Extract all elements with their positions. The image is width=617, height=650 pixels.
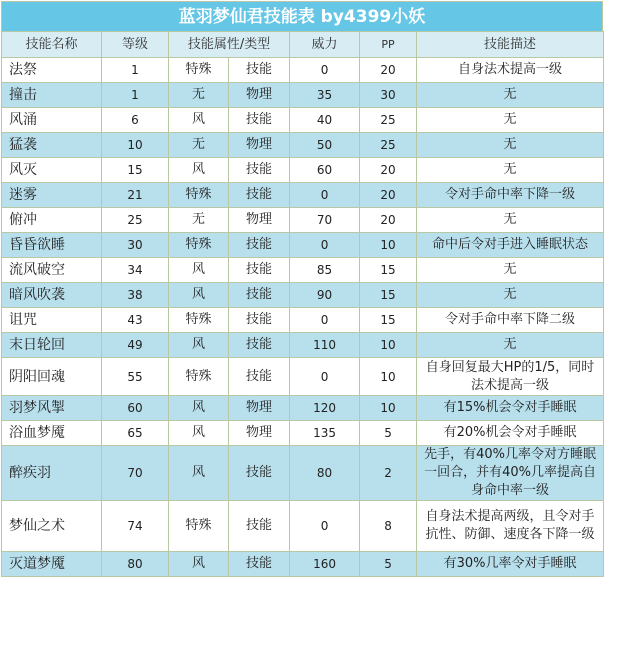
skill-type: 技能: [229, 108, 290, 133]
skill-name: 风涌: [2, 108, 102, 133]
table-row: [2, 108, 604, 133]
skill-pp: 20: [360, 208, 417, 233]
skill-attr: 风: [169, 552, 229, 577]
skill-attr: 风: [169, 258, 229, 283]
skill-attr: 风: [169, 446, 229, 501]
skill-desc: 有15%机会令对手睡眠: [417, 396, 604, 421]
header-name: 技能名称: [2, 32, 102, 58]
table-row: [2, 421, 604, 446]
skill-type: 物理: [229, 208, 290, 233]
skill-type: 技能: [229, 58, 290, 83]
skill-attr: 特殊: [169, 358, 229, 396]
skill-name: 灭道梦魇: [2, 552, 102, 577]
skill-power: 0: [290, 501, 360, 552]
table-row: [2, 446, 604, 501]
skill-name: 流风破空: [2, 258, 102, 283]
skill-power: 90: [290, 283, 360, 308]
skill-level: 25: [102, 208, 169, 233]
skill-attr: 风: [169, 158, 229, 183]
skill-name: 醉疾羽: [2, 446, 102, 501]
skill-name: 猛袭: [2, 133, 102, 158]
skill-power: 160: [290, 552, 360, 577]
skill-type: 技能: [229, 258, 290, 283]
skill-pp: 5: [360, 552, 417, 577]
skill-type: 技能: [229, 446, 290, 501]
skill-pp: 15: [360, 308, 417, 333]
skill-pp: 30: [360, 83, 417, 108]
skill-power: 0: [290, 358, 360, 396]
skill-pp: 10: [360, 396, 417, 421]
skill-type: 技能: [229, 358, 290, 396]
skill-type: 技能: [229, 158, 290, 183]
skill-desc: 无: [417, 208, 604, 233]
skill-level: 1: [102, 58, 169, 83]
skill-type: 物理: [229, 83, 290, 108]
skill-attr: 特殊: [169, 58, 229, 83]
skill-name: 末日轮回: [2, 333, 102, 358]
skill-power: 0: [290, 308, 360, 333]
skill-name: 阴阳回魂: [2, 358, 102, 396]
skill-attr: 无: [169, 133, 229, 158]
skill-level: 43: [102, 308, 169, 333]
header-power: 威力: [290, 32, 360, 58]
skill-name: 风灭: [2, 158, 102, 183]
skill-pp: 10: [360, 333, 417, 358]
skill-pp: 5: [360, 421, 417, 446]
skill-type: 技能: [229, 233, 290, 258]
skill-table-container: [1, 1, 603, 577]
skill-pp: 25: [360, 133, 417, 158]
skill-attr: 无: [169, 208, 229, 233]
skill-desc: 无: [417, 258, 604, 283]
table-row: [2, 333, 604, 358]
table-row: [2, 158, 604, 183]
skill-pp: 15: [360, 283, 417, 308]
skill-power: 40: [290, 108, 360, 133]
skill-power: 0: [290, 58, 360, 83]
table-title: 蓝羽梦仙君技能表 by4399小妖: [1, 1, 603, 31]
header-pp: PP: [360, 32, 417, 58]
skill-name: 暗风吹袭: [2, 283, 102, 308]
skill-desc: 无: [417, 333, 604, 358]
skill-level: 70: [102, 446, 169, 501]
skill-attr: 风: [169, 396, 229, 421]
skill-desc: 无: [417, 158, 604, 183]
skill-desc: 无: [417, 283, 604, 308]
skill-level: 1: [102, 83, 169, 108]
skill-type: 物理: [229, 421, 290, 446]
table-row: [2, 258, 604, 283]
skill-desc: 令对手命中率下降一级: [417, 183, 604, 208]
skill-name: 梦仙之术: [2, 501, 102, 552]
skill-power: 60: [290, 158, 360, 183]
skill-power: 70: [290, 208, 360, 233]
skill-attr: 风: [169, 108, 229, 133]
skill-level: 49: [102, 333, 169, 358]
skill-level: 10: [102, 133, 169, 158]
skill-pp: 20: [360, 183, 417, 208]
skill-power: 0: [290, 183, 360, 208]
skill-pp: 8: [360, 501, 417, 552]
skill-power: 80: [290, 446, 360, 501]
skill-level: 34: [102, 258, 169, 283]
table-row: [2, 208, 604, 233]
skill-name: 俯冲: [2, 208, 102, 233]
header-level: 等级: [102, 32, 169, 58]
skill-type: 技能: [229, 552, 290, 577]
skill-type: 技能: [229, 183, 290, 208]
skill-power: 135: [290, 421, 360, 446]
skill-type: 技能: [229, 333, 290, 358]
skill-power: 120: [290, 396, 360, 421]
table-row: [2, 58, 604, 83]
skill-name: 法祭: [2, 58, 102, 83]
skill-type: 物理: [229, 133, 290, 158]
skill-desc: 有20%机会令对手睡眠: [417, 421, 604, 446]
skill-power: 0: [290, 233, 360, 258]
skill-attr: 风: [169, 283, 229, 308]
skill-level: 55: [102, 358, 169, 396]
skill-level: 30: [102, 233, 169, 258]
skill-attr: 特殊: [169, 183, 229, 208]
skill-attr: 风: [169, 333, 229, 358]
skill-pp: 2: [360, 446, 417, 501]
skill-attr: 风: [169, 421, 229, 446]
skill-pp: 10: [360, 358, 417, 396]
skill-desc: 命中后令对手进入睡眠状态: [417, 233, 604, 258]
table-row: [2, 552, 604, 577]
skill-level: 6: [102, 108, 169, 133]
skill-name: 迷雾: [2, 183, 102, 208]
skill-level: 80: [102, 552, 169, 577]
table-row: [2, 283, 604, 308]
skill-desc: 无: [417, 108, 604, 133]
skill-type: 技能: [229, 308, 290, 333]
skill-pp: 20: [360, 158, 417, 183]
table-row: [2, 308, 604, 333]
skill-attr: 无: [169, 83, 229, 108]
skill-level: 15: [102, 158, 169, 183]
table-row: [2, 358, 604, 396]
skill-power: 35: [290, 83, 360, 108]
skill-name: 诅咒: [2, 308, 102, 333]
skill-type: 物理: [229, 396, 290, 421]
table-row: [2, 83, 604, 108]
skill-power: 85: [290, 258, 360, 283]
table-row: [2, 233, 604, 258]
skill-type: 技能: [229, 501, 290, 552]
skill-name: 浴血梦魇: [2, 421, 102, 446]
skill-desc: 自身回复最大HP的1/5，同时法术提高一级: [417, 358, 604, 396]
table-row: [2, 501, 604, 552]
skill-desc: 无: [417, 133, 604, 158]
skill-attr: 特殊: [169, 308, 229, 333]
skill-pp: 15: [360, 258, 417, 283]
skill-level: 38: [102, 283, 169, 308]
skill-level: 74: [102, 501, 169, 552]
skill-level: 60: [102, 396, 169, 421]
skill-name: 羽梦风掣: [2, 396, 102, 421]
skill-desc: 先手，有40%几率令对方睡眠一回合，并有40%几率提高自身命中率一级: [417, 446, 604, 501]
skill-type: 技能: [229, 283, 290, 308]
header-attr-type: 技能属性/类型: [169, 32, 290, 58]
skill-attr: 特殊: [169, 501, 229, 552]
skill-level: 65: [102, 421, 169, 446]
table-row: [2, 133, 604, 158]
skill-pp: 25: [360, 108, 417, 133]
skill-desc: 有30%几率令对手睡眠: [417, 552, 604, 577]
skill-desc: 自身法术提高两级，且令对手抗性、防御、速度各下降一级: [417, 501, 604, 552]
table-row: [2, 396, 604, 421]
skill-power: 50: [290, 133, 360, 158]
skill-desc: 令对手命中率下降二级: [417, 308, 604, 333]
skill-power: 110: [290, 333, 360, 358]
skill-attr: 特殊: [169, 233, 229, 258]
skill-name: 昏昏欲睡: [2, 233, 102, 258]
skill-level: 21: [102, 183, 169, 208]
skill-desc: 自身法术提高一级: [417, 58, 604, 83]
header-desc: 技能描述: [417, 32, 604, 58]
skill-name: 撞击: [2, 83, 102, 108]
table-row: [2, 183, 604, 208]
skill-pp: 20: [360, 58, 417, 83]
skill-desc: 无: [417, 83, 604, 108]
skill-pp: 10: [360, 233, 417, 258]
header-row: [2, 32, 604, 58]
skill-table: [1, 31, 604, 577]
